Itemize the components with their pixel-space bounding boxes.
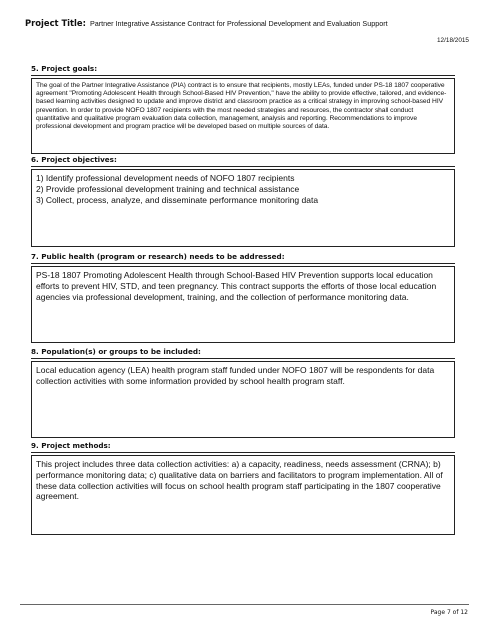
project-objectives-box: [31, 169, 455, 247]
project-title-value: Partner Integrative Assistance Contract for Professional Development and Evaluation Support: [89, 19, 388, 28]
project-goals-box: The goal of the Partner Integrative Assistance (PIA) contract is to ensure that recipients, mostly LEAs, funded under PS-18 1807 cooperative agreement "Promoting Adolescent Health through School-Based HIV Prevention," have the ability to provide effective, tailored, and evidence-based learning activities designed to update and improve district and classroom practice as a critical strategy in improving school-based HIV prevention. In order to provide NOFO 1807 recipients with the most needed strategies and resources, the contractor shall conduct quantitative and qualitative program evaluation data collection, management, analysis and reporting. Recommendations to improve professional development and program practice will be developed based on multiple sources of data.: [31, 78, 455, 154]
section-project-objectives: [31, 155, 455, 247]
population-box: Local education agency (LEA) health program staff funded under NOFO 1807 will be respondents for data collection activities with some information provided by school health program staff.: [31, 361, 455, 438]
objective-item: 1) Identify professional development needs of NOFO 1807 recipients: [36, 173, 295, 183]
section-title: 8. Population(s) or groups to be included:: [31, 347, 455, 359]
section-title: 6. Project objectives:: [31, 155, 455, 167]
section-public-health-needs: [31, 252, 455, 343]
section-project-methods: [31, 441, 455, 535]
section-project-goals: [31, 64, 455, 154]
project-title-row: [25, 13, 470, 31]
section-title: 9. Project methods:: [31, 441, 455, 453]
section-title: 7. Public health (program or research) needs to be addressed:: [31, 252, 455, 264]
footer-divider: [20, 604, 469, 605]
section-population: [31, 347, 455, 438]
objective-item: 2) Provide professional development training and technical assistance: [36, 183, 300, 194]
page-number: Page 7 of 12: [430, 609, 468, 616]
project-title-label: Project Title:: [25, 18, 86, 28]
document-date: 12/18/2015: [437, 37, 469, 44]
objective-item: 3) Collect, process, analyze, and disseminate performance monitoring data: [36, 194, 319, 205]
project-methods-box: This project includes three data collection activities: a) a capacity, readiness, needs assessment (CRNA); b) performance monitoring data; c) qualitative data on barriers and facilitators to program implementation. All of these data collection activities will focus on school health program staff participating in the 1807 cooperative agreement.: [31, 455, 455, 535]
public-health-needs-box: PS-18 1807 Promoting Adolescent Health through School-Based HIV Prevention supports local education efforts to prevent HIV, STD, and teen pregnancy. This contract supports the efforts of those local education agencies via professional development, training, and the collection of performance monitoring data.: [31, 266, 455, 343]
section-title: 5. Project goals:: [31, 64, 455, 76]
